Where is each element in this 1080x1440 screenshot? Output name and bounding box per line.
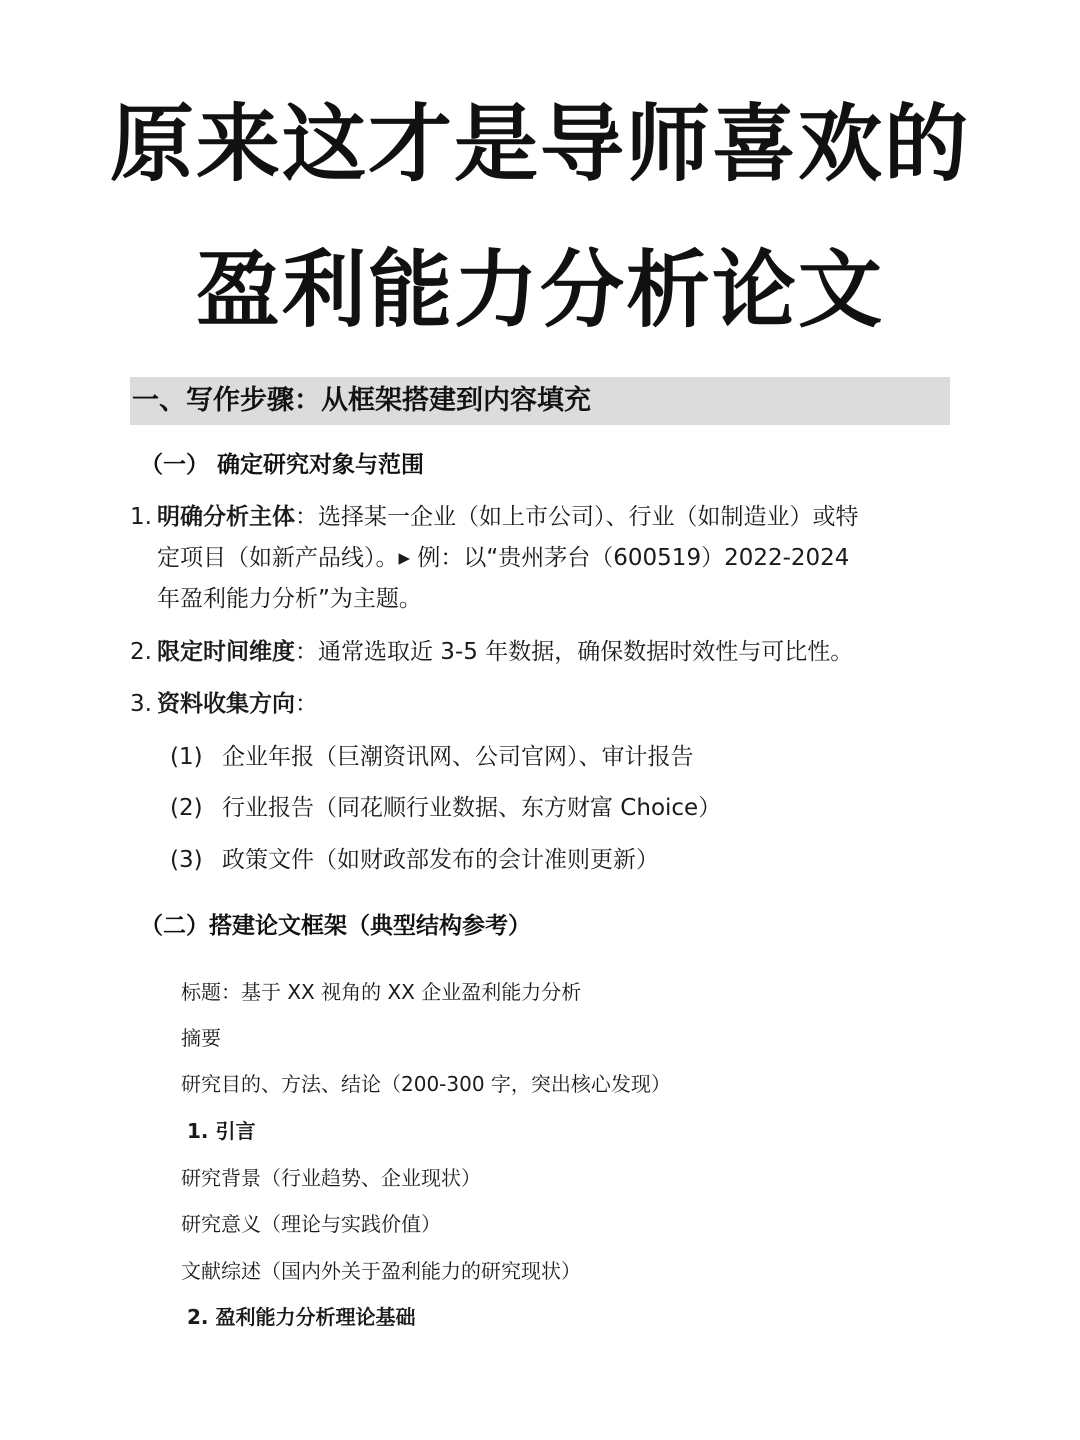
source-item-industry-report bbox=[170, 792, 721, 824]
source-text: 企业年报（巨潮资讯网、公司官网）、审计报告 bbox=[222, 744, 694, 770]
item-text-line-2: 定项目（如新产品线）。▸ 例：以“贵州茅台（600519）2022-2024 bbox=[157, 545, 850, 571]
source-item-annual-report bbox=[170, 741, 694, 773]
item-separator: ： bbox=[295, 691, 318, 717]
subsection-heading-scope: （一） 确定研究对象与范围 bbox=[140, 452, 425, 478]
source-text: 行业报告（同花顺行业数据、东方财富 Choice） bbox=[222, 795, 722, 821]
item-number: 3. bbox=[130, 691, 152, 717]
outline-line-background: 研究背景（行业趋势、企业现状） bbox=[181, 1166, 481, 1190]
item-text-line-3: 年盈利能力分析”为主题。 bbox=[157, 586, 422, 612]
item-text-line-1: 通常选取近 3-5 年数据，确保数据时效性与可比性。 bbox=[318, 639, 854, 665]
item-lead: 明确分析主体 bbox=[157, 504, 295, 530]
source-index: (3) bbox=[170, 847, 203, 873]
section-heading-writing-steps: 一、写作步骤：从框架搭建到内容填充 bbox=[130, 377, 950, 425]
page-title-line-1: 原来这才是导师喜欢的 bbox=[109, 95, 970, 193]
page-title-line-2: 盈利能力分析论文 bbox=[195, 241, 884, 339]
outline-line-significance: 研究意义（理论与实践价值） bbox=[181, 1212, 441, 1236]
item-text-line-1: 选择某一企业（如上市公司）、行业（如制造业）或特 bbox=[318, 504, 859, 530]
source-index: (2) bbox=[170, 795, 203, 821]
subsection-heading-framework: （二）搭建论文框架（典型结构参考） bbox=[140, 913, 531, 939]
item-separator: ： bbox=[295, 504, 318, 530]
outline-line-abstract-content: 研究目的、方法、结论（200-300 字，突出核心发现） bbox=[181, 1072, 671, 1096]
list-item-subject bbox=[130, 497, 960, 620]
item-number: 1. bbox=[130, 504, 152, 530]
outline-line-title: 标题：基于 XX 视角的 XX 企业盈利能力分析 bbox=[181, 980, 582, 1004]
item-number: 2. bbox=[130, 639, 152, 665]
outline-line-abstract: 摘要 bbox=[181, 1026, 221, 1050]
source-text: 政策文件（如财政部发布的会计准则更新） bbox=[222, 847, 659, 873]
outline-heading-introduction: 1. 引言 bbox=[187, 1119, 256, 1143]
item-lead: 资料收集方向 bbox=[157, 691, 295, 717]
list-item-data-sources bbox=[130, 684, 960, 725]
item-separator: ： bbox=[295, 639, 318, 665]
source-item-policy-docs bbox=[170, 844, 659, 876]
list-item-time-dimension bbox=[130, 632, 960, 673]
source-index: (1) bbox=[170, 744, 203, 770]
outline-heading-theory: 2. 盈利能力分析理论基础 bbox=[187, 1305, 416, 1329]
item-lead: 限定时间维度 bbox=[157, 639, 295, 665]
outline-line-literature: 文献综述（国内外关于盈利能力的研究现状） bbox=[181, 1259, 581, 1283]
